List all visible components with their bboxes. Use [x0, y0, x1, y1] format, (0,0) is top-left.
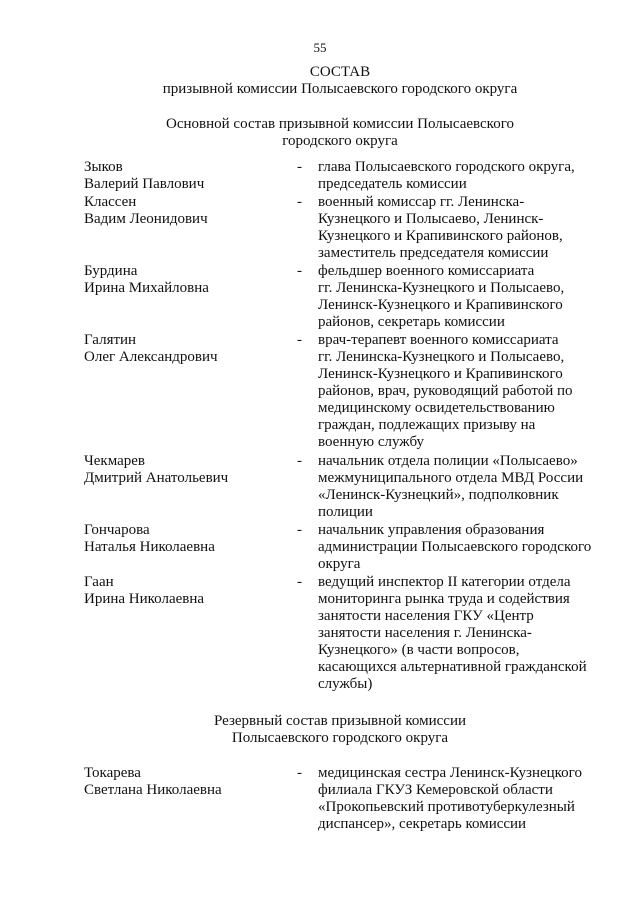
page-number: 55 [313, 40, 327, 55]
member-name [84, 765, 284, 799]
dash-separator: - [297, 332, 302, 348]
member-name-line: Классен [84, 194, 137, 210]
member-name [84, 194, 284, 228]
member-position-line: глава Полысаевского городского округа, [318, 159, 575, 175]
member-position-line: Кузнецкого и Полысаево, Ленинск- [318, 211, 544, 227]
member-position-line: Кузнецкого» (в части вопросов, [318, 642, 520, 658]
member-position-line: районов, секретарь комиссии [318, 314, 505, 330]
member-name-line: Бурдина [84, 263, 138, 279]
member-position-line: Ленинск-Кузнецкого и Крапивинского [318, 297, 563, 313]
member-position [318, 453, 608, 521]
member-position-line: граждан, подлежащих призыву на [318, 417, 536, 433]
member-name-line: Олег Александрович [84, 349, 218, 365]
member-position-line: занятости населения г. Ленинска- [318, 625, 532, 641]
member-name [84, 522, 284, 556]
document-title-block [40, 64, 640, 98]
member-position-line: Ленинск-Кузнецкого и Крапивинского [318, 366, 563, 382]
member-name-line: Гаан [84, 574, 114, 590]
heading-line: Основной состав призывной комиссии Полысаевского [166, 116, 514, 132]
document-title: СОСТАВ [309, 64, 371, 80]
member-position-line: полиции [318, 504, 373, 520]
member-position-line: гг. Ленинска-Кузнецкого и Полысаево, [318, 280, 565, 296]
member-position [318, 194, 608, 262]
member-position-line: врач-терапевт военного комиссариата [318, 332, 559, 348]
member-position-line: администрации Полысаевского городского [318, 539, 592, 555]
heading-line: Полысаевского городского округа [231, 730, 449, 746]
member-position-line: медицинская сестра Ленинск-Кузнецкого [318, 765, 582, 781]
member-position [318, 332, 608, 451]
member-name [84, 332, 284, 366]
member-position [318, 522, 608, 573]
member-name [84, 453, 284, 487]
member-position [318, 159, 608, 193]
member-name [84, 159, 284, 193]
member-name [84, 574, 284, 608]
member-position-line: занятости населения ГКУ «Центр [318, 608, 534, 624]
member-position-line: межмуниципального отдела МВД России [318, 470, 584, 486]
reserve-composition-heading [40, 713, 640, 747]
member-name-line: Валерий Павлович [84, 176, 205, 192]
member-position-line: службы) [318, 676, 373, 692]
member-position-line: диспансер», секретарь комиссии [318, 816, 527, 832]
member-position [318, 263, 608, 331]
dash-separator: - [297, 522, 302, 538]
dash-separator: - [297, 263, 302, 279]
member-position-line: районов, врач, руководящий работой по [318, 383, 573, 399]
member-name [84, 263, 284, 297]
heading-line: городского округа [282, 133, 398, 149]
main-composition-heading [40, 116, 640, 150]
member-position-line: касающихся альтернативной гражданской [318, 659, 587, 675]
member-position [318, 574, 608, 693]
heading-line: Резервный состав призывной комиссии [213, 713, 467, 729]
member-position-line: «Прокопьевский противотуберкулезный [318, 799, 575, 815]
member-position-line: заместитель председателя комиссии [318, 245, 549, 261]
member-name-line: Ирина Михайловна [84, 280, 209, 296]
member-name-line: Токарева [84, 765, 141, 781]
member-position-line: ведущий инспектор II категории отдела [318, 574, 571, 590]
member-name-line: Ирина Николаевна [84, 591, 205, 607]
member-name-line: Гончарова [84, 522, 150, 538]
dash-separator: - [297, 765, 302, 781]
member-position-line: фельдшер военного комиссариата [318, 263, 535, 279]
member-position-line: председатель комиссии [318, 176, 467, 192]
member-position-line: медицинскому освидетельствованию [318, 400, 555, 416]
member-name-line: Чекмарев [84, 453, 145, 469]
member-position-line: филиала ГКУЗ Кемеровской области [318, 782, 553, 798]
member-name-line: Дмитрий Анатольевич [84, 470, 229, 486]
member-position-line: военный комиссар гг. Ленинска- [318, 194, 525, 210]
member-name-line: Галятин [84, 332, 137, 348]
member-position-line: Кузнецкого и Крапивинского районов, [318, 228, 563, 244]
member-position [318, 765, 608, 833]
dash-separator: - [297, 159, 302, 175]
member-position-line: округа [318, 556, 361, 572]
member-position-line: начальник управления образования [318, 522, 545, 538]
document-subtitle: призывной комиссии Полысаевского городского округа [162, 81, 518, 97]
dash-separator: - [297, 574, 302, 590]
member-position-line: начальник отдела полиции «Полысаево» [318, 453, 578, 469]
member-position-line: военную службу [318, 434, 425, 450]
member-name-line: Вадим Леонидович [84, 211, 208, 227]
dash-separator: - [297, 194, 302, 210]
member-position-line: гг. Ленинска-Кузнецкого и Полысаево, [318, 349, 565, 365]
member-position-line: мониторинга рынка труда и содействия [318, 591, 570, 607]
dash-separator: - [297, 453, 302, 469]
member-name-line: Зыков [84, 159, 123, 175]
member-name-line: Светлана Николаевна [84, 782, 222, 798]
member-name-line: Наталья Николаевна [84, 539, 215, 555]
member-position-line: «Ленинск-Кузнецкий», подполковник [318, 487, 559, 503]
